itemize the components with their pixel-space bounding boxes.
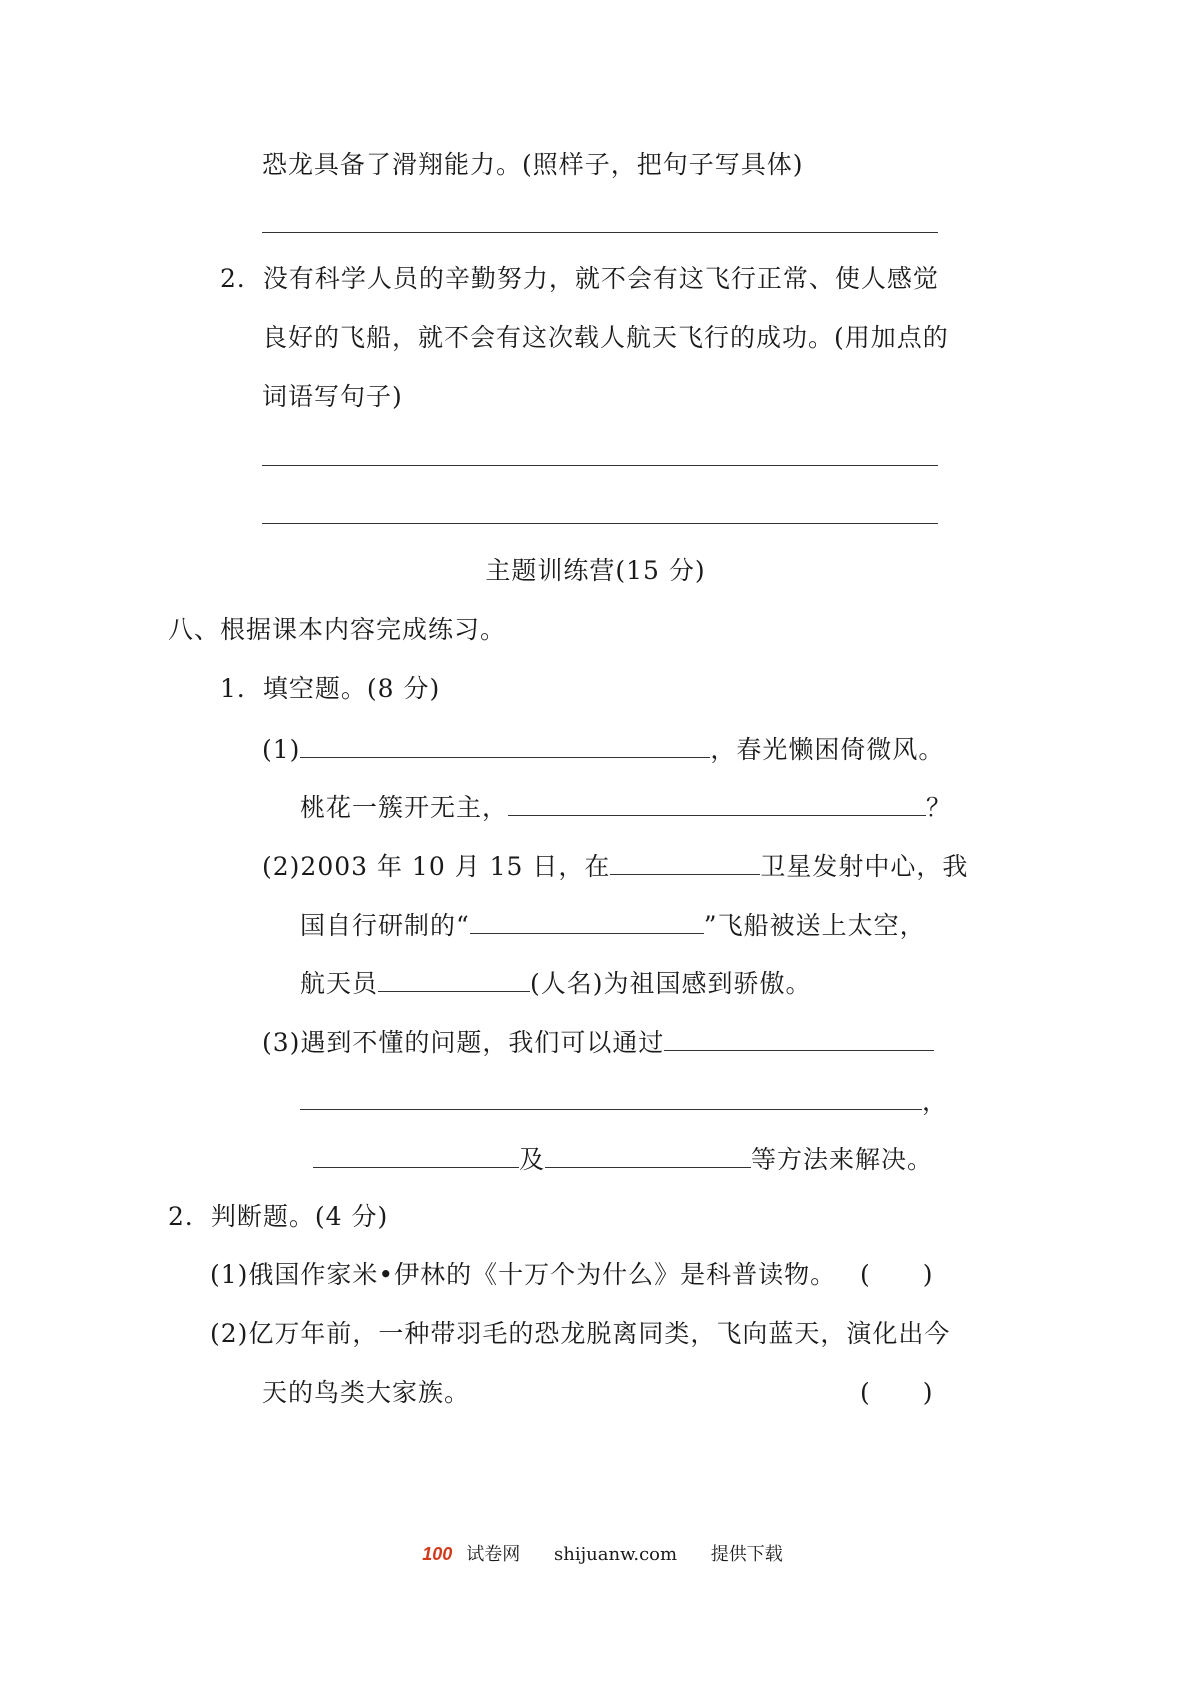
question-8-heading: 八、根据课本内容完成练习。 — [168, 615, 507, 644]
question-8-sub-1: 1．填空题。(8 分) — [220, 674, 441, 703]
fill-2-text-6: (人名)为祖国感到骄傲。 — [530, 969, 812, 998]
blank[interactable] — [313, 1145, 519, 1168]
answer-line[interactable] — [262, 232, 938, 233]
fill-2-text-5: 航天员 — [300, 969, 379, 998]
fill-2-text-3: 国自行研制的“ — [300, 911, 470, 940]
fill-2-text-2: 卫星发射中心，我 — [760, 852, 969, 881]
fill-1-text-2: 桃花一簇开无主， — [300, 793, 509, 822]
question-mark: ？ — [926, 793, 953, 822]
page-footer — [0, 1540, 1191, 1566]
question-7-item-1-tail: 恐龙具备了滑翔能力。(照样子，把句子写具体) — [262, 150, 804, 179]
fill-3-text-2: 及 — [519, 1145, 546, 1174]
blank[interactable] — [300, 735, 710, 758]
footer-brand — [408, 1544, 520, 1565]
blank[interactable] — [664, 1028, 934, 1051]
blank[interactable] — [545, 1145, 751, 1168]
fill-2-line-1 — [262, 852, 968, 879]
judge-2-line-1: (2)亿万年前，一种带羽毛的恐龙脱离同类，飞向蓝天，演化出今 — [210, 1319, 951, 1348]
judge-1-answer-paren[interactable]: ( ) — [860, 1260, 934, 1289]
footer-note: 提供下载 — [710, 1544, 783, 1565]
fill-2-line-2 — [300, 911, 926, 938]
fill-1-line-2 — [300, 793, 952, 820]
question-8-sub-2: 2．判断题。(4 分) — [168, 1202, 389, 1231]
question-7-item-2-line-1: 2．没有科学人员的辛勤努力，就不会有这飞行正常、使人感觉 — [220, 264, 939, 293]
blank[interactable] — [300, 1087, 922, 1110]
question-7-item-2-line-2: 良好的飞船，就不会有这次载人航天飞行的成功。(用加点的 — [262, 323, 949, 352]
fill-1-label: (1) — [262, 735, 301, 764]
fill-3-line-2 — [300, 1087, 948, 1114]
blank[interactable] — [470, 911, 704, 934]
fill-3-text: (3)遇到不懂的问题，我们可以通过 — [262, 1028, 665, 1057]
blank[interactable] — [508, 793, 926, 816]
fill-1-line-1 — [262, 735, 944, 762]
comma: ， — [922, 1087, 949, 1116]
blank[interactable] — [378, 969, 530, 992]
blank[interactable] — [610, 852, 760, 875]
answer-line[interactable] — [262, 465, 938, 466]
fill-3-text-3: 等方法来解决。 — [751, 1145, 934, 1174]
fill-2-text: (2)2003 年 10 月 15 日，在 — [262, 852, 611, 881]
question-7-item-2-line-3: 词语写句子) — [262, 382, 403, 411]
judge-2-line-2: 天的鸟类大家族。 — [262, 1378, 471, 1407]
section-title: 主题训练营(15 分) — [485, 556, 706, 585]
fill-1-text: ，春光懒困倚微风。 — [710, 735, 945, 764]
fill-3-line-1 — [262, 1028, 934, 1055]
judge-1: (1)俄国作家米•伊林的《十万个为什么》是科普读物。 — [210, 1260, 837, 1289]
logo: 100 — [422, 1544, 453, 1564]
fill-2-text-4: ”飞船被送上太空， — [703, 911, 926, 940]
judge-2-answer-paren[interactable]: ( ) — [860, 1378, 934, 1407]
answer-line[interactable] — [262, 523, 938, 524]
site-name: 试卷网 — [466, 1544, 521, 1565]
fill-3-line-3 — [313, 1145, 933, 1172]
footer-url[interactable]: shijuanw.com — [553, 1544, 678, 1565]
fill-2-line-3 — [300, 969, 812, 996]
